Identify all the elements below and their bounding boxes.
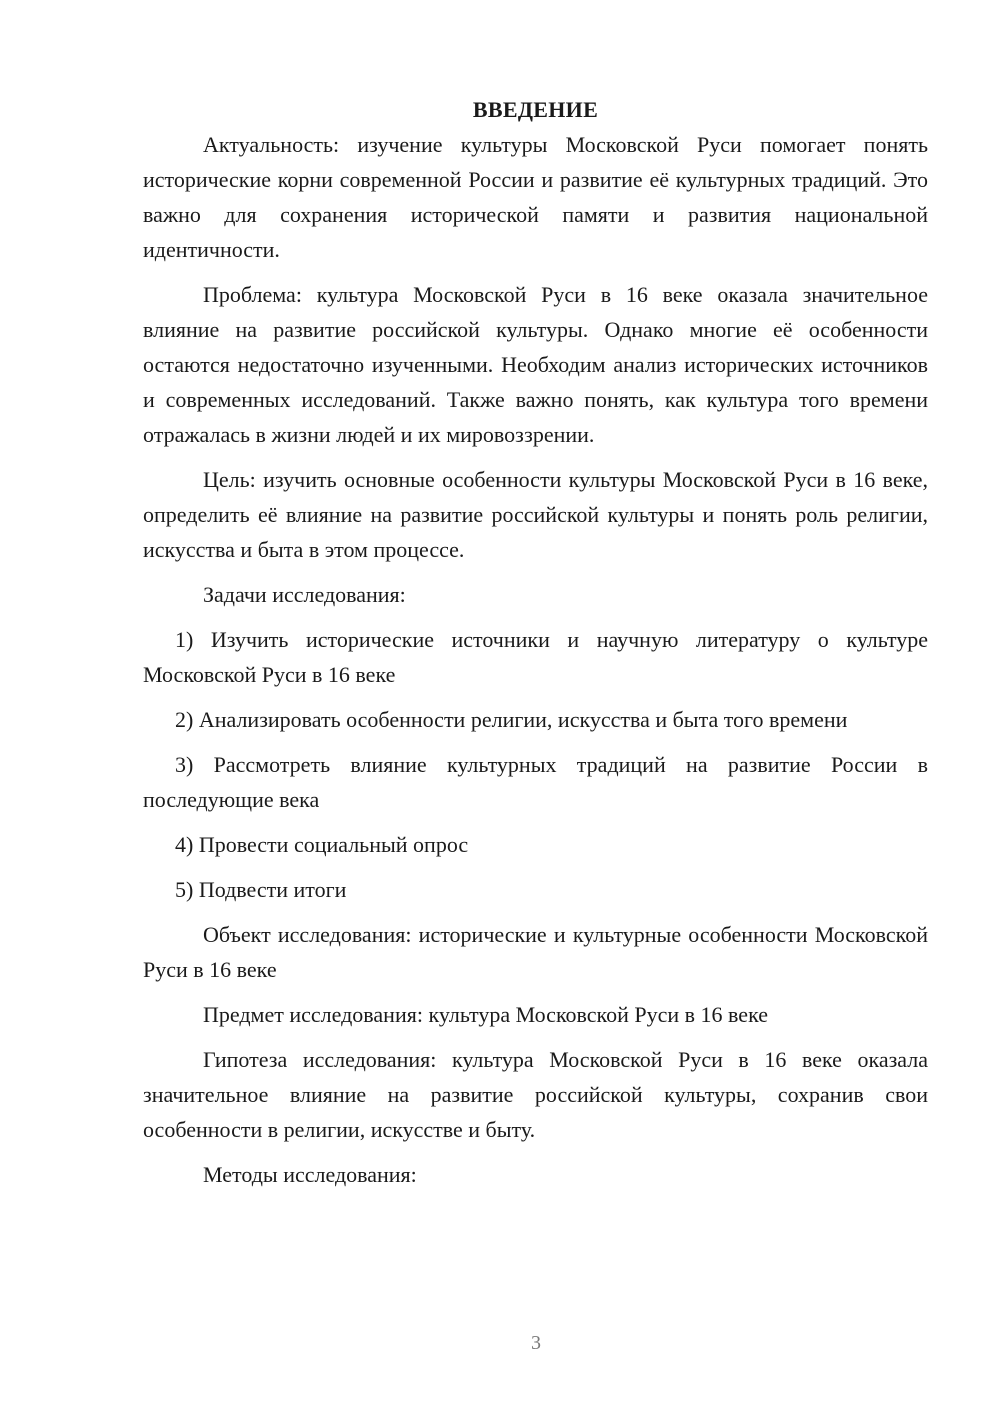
page-title: ВВЕДЕНИЕ — [472, 97, 599, 122]
document-page — [143, 92, 928, 1202]
paragraph-subject: Предмет исследования: культура Московской Руси в 16 веке — [203, 1002, 768, 1027]
task-item-5: 5) Подвести итоги — [175, 877, 347, 902]
task-item-1: 1) Изучить исторические источники и научную литературу о культуре Московской Руси в 16 веке — [143, 627, 928, 687]
paragraph-hypothesis: Гипотеза исследования: культура Московской Руси в 16 веке оказала значительное влияние на развитие российской культуры, сохранив свои особенности в религии, искусстве и быту. — [143, 1047, 928, 1142]
methods-heading: Методы исследования: — [203, 1162, 417, 1187]
task-item-3: 3) Рассмотреть влияние культурных традиций на развитие России в последующие века — [143, 752, 928, 812]
tasks-heading: Задачи исследования: — [203, 582, 406, 607]
paragraph-problem: Проблема: культура Московской Руси в 16 веке оказала значительное влияние на развитие российской культуры. Однако многие её особенности остаются недостаточно изученными. Необходим анализ исторических источников и современных исследований. Также важно понять, как культура того времени отражалась в жизни людей и их мировоззрении. — [143, 282, 928, 447]
task-item-4: 4) Провести социальный опрос — [175, 832, 469, 857]
paragraph-goal: Цель: изучить основные особенности культуры Московской Руси в 16 веке, определить её влияние на развитие российской культуры и понять роль религии, искусства и быта в этом процессе. — [143, 467, 928, 562]
page-number: 3 — [531, 1332, 541, 1354]
paragraph-relevance: Актуальность: изучение культуры Московской Руси помогает понять исторические корни современной России и развитие её культурных традиций. Это важно для сохранения исторической памяти и развития национальной идентичности. — [143, 132, 928, 262]
task-item-2: 2) Анализировать особенности религии, искусства и быта того времени — [175, 707, 848, 732]
paragraph-object: Объект исследования: исторические и культурные особенности Московской Руси в 16 веке — [143, 922, 928, 982]
